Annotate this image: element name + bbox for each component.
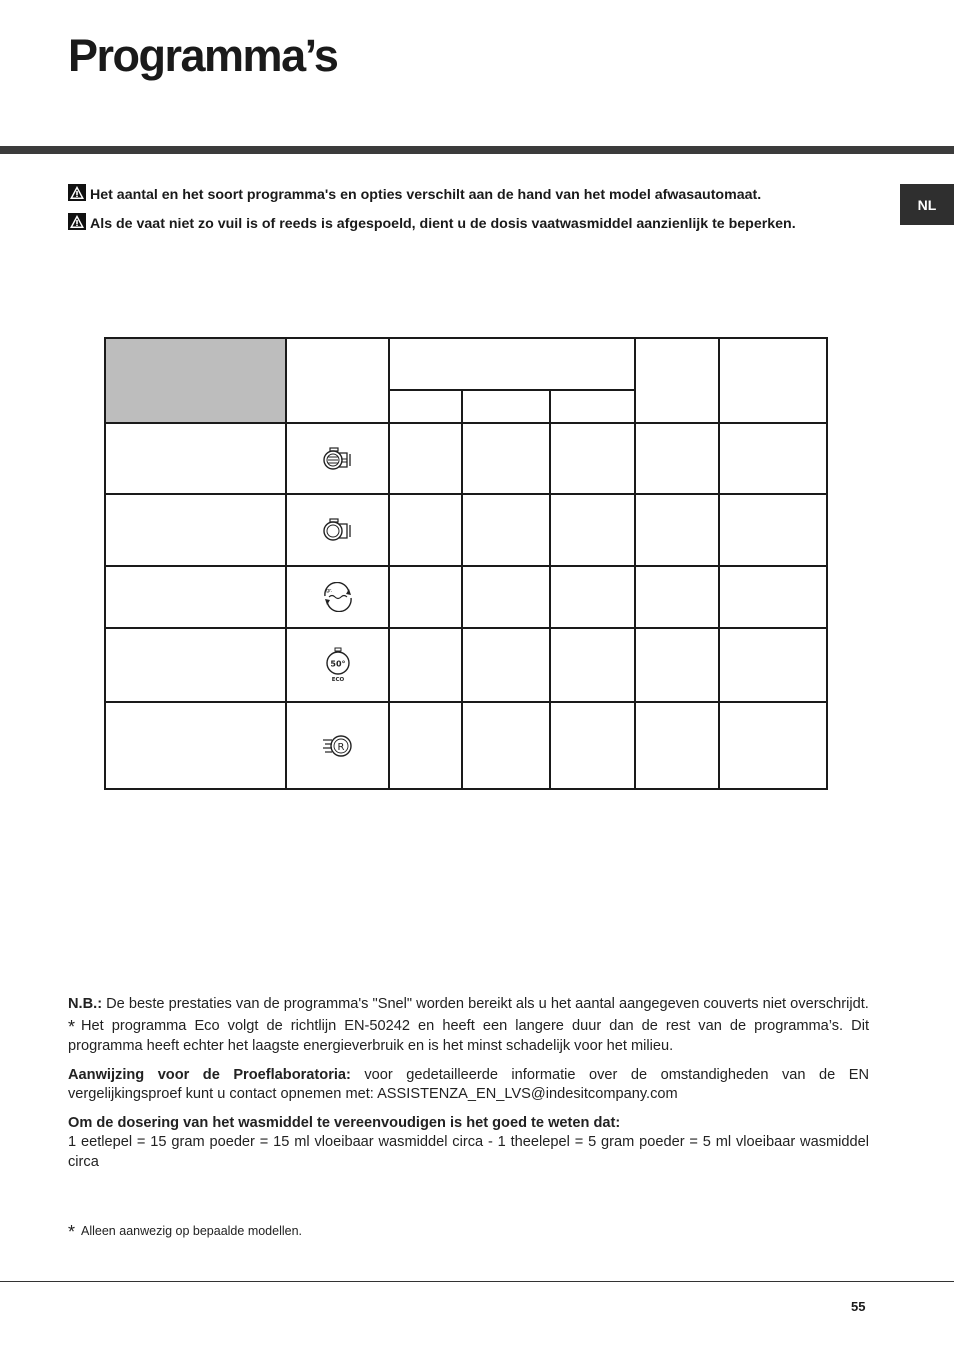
program-name-cell (105, 628, 286, 702)
dosing-heading: Om de dosering van het wasmiddel te vereenvoudigen is het goed te weten dat: (68, 1114, 621, 1131)
dosing-note (68, 1114, 869, 1173)
data-cell (635, 423, 719, 494)
data-cell (389, 423, 462, 494)
data-cell (389, 702, 462, 789)
data-cell (462, 566, 550, 628)
lab-label: Aanwijzing voor de Proeflaboratoria: (68, 1066, 351, 1083)
eco-text: Het programma Eco volgt de richtlijn EN-50242 en heeft een langere duur dan de rest van de programma’s. Dit programma heeft echter het laagste energieverbruik en is het minst schadelijk voor het milieu. (68, 1017, 869, 1054)
nb-note (68, 995, 869, 1015)
rapid-program-icon (320, 731, 356, 761)
footnote-text: Alleen aanwezig op bepaalde modellen. (81, 1224, 303, 1238)
dosing-text: 1 eetlepel = 15 gram poeder = 15 ml vloeibaar wasmiddel circa - 1 theelepel = 5 gram poeder = 5 ml vloeibaar wasmiddel circa (68, 1134, 869, 1170)
program-table (104, 337, 828, 790)
warning-note (68, 213, 818, 234)
header-cell (719, 338, 827, 423)
svg-text:ECO: ECO (331, 677, 344, 683)
subheader-cell (550, 390, 635, 423)
subheader-cell (389, 390, 462, 423)
program-icon-cell (286, 494, 389, 566)
data-cell (635, 702, 719, 789)
intensive-program-icon (321, 444, 355, 474)
program-name-cell (105, 423, 286, 494)
data-cell (389, 628, 462, 702)
program-name-cell (105, 702, 286, 789)
prewash-program-icon (320, 582, 356, 612)
program-icon-cell (286, 566, 389, 628)
page-title: Programma’s (68, 30, 338, 81)
svg-text:R: R (337, 741, 344, 753)
data-cell (389, 494, 462, 566)
data-cell (389, 566, 462, 628)
warning-notes (68, 184, 818, 242)
program-icon-cell (286, 628, 389, 702)
warning-note (68, 184, 818, 205)
footnote (68, 1222, 302, 1243)
data-cell (462, 628, 550, 702)
svg-text:50°: 50° (329, 659, 346, 669)
data-cell (462, 423, 550, 494)
table-header-row (105, 338, 827, 390)
header-cell (389, 338, 635, 390)
nb-label: N.B.: (68, 996, 103, 1012)
warning-icon (68, 184, 86, 201)
table-row (105, 702, 827, 789)
data-cell (719, 702, 827, 789)
data-cell (550, 494, 635, 566)
program-name-cell (105, 494, 286, 566)
data-cell (462, 494, 550, 566)
normal-program-icon (321, 515, 355, 545)
warning-icon (68, 213, 86, 230)
footer-divider (0, 1281, 954, 1282)
asterisk: * (68, 1016, 76, 1037)
program-icon-cell (286, 702, 389, 789)
data-cell (719, 423, 827, 494)
eco-program-icon (323, 647, 353, 683)
svg-text:gr.: gr. (325, 588, 332, 594)
notes-section (68, 995, 869, 1181)
data-cell (635, 628, 719, 702)
header-divider (0, 146, 954, 154)
program-name-cell (105, 566, 286, 628)
data-cell (550, 702, 635, 789)
language-tab: NL (900, 184, 954, 225)
data-cell (635, 494, 719, 566)
table-row (105, 566, 827, 628)
lab-note (68, 1066, 869, 1105)
table-row (105, 628, 827, 702)
data-cell (635, 566, 719, 628)
program-header-cell (105, 338, 286, 423)
page-number: 55 (851, 1299, 866, 1314)
data-cell (719, 566, 827, 628)
program-icon-cell (286, 423, 389, 494)
warning-text: Als de vaat niet zo vuil is of reeds is afgespoeld, dient u de dosis vaatwasmiddel aanzienlijk te beperken. (90, 216, 796, 232)
subheader-cell (462, 390, 550, 423)
table-row (105, 494, 827, 566)
data-cell (550, 423, 635, 494)
data-cell (550, 628, 635, 702)
warning-text: Het aantal en het soort programma's en opties verschilt aan de hand van het model afwasautomaat. (90, 187, 762, 203)
header-cell (635, 338, 719, 423)
lab-text: voor gedetailleerde informatie over de omstandigheden van de EN vergelijkingsproef kunt u contact opnemen met: ASSISTENZA_EN_LVS@indesitcompany.com (68, 1066, 869, 1102)
data-cell (550, 566, 635, 628)
nb-text: De beste prestaties van de programma's "Snel" worden bereikt als u het aantal aangegeven couverts niet overschrijdt. (102, 996, 869, 1012)
header-cell (286, 338, 389, 423)
data-cell (462, 702, 550, 789)
data-cell (719, 628, 827, 702)
eco-note (68, 1017, 869, 1057)
table-row (105, 423, 827, 494)
footnote-asterisk: * (68, 1222, 76, 1242)
data-cell (719, 494, 827, 566)
